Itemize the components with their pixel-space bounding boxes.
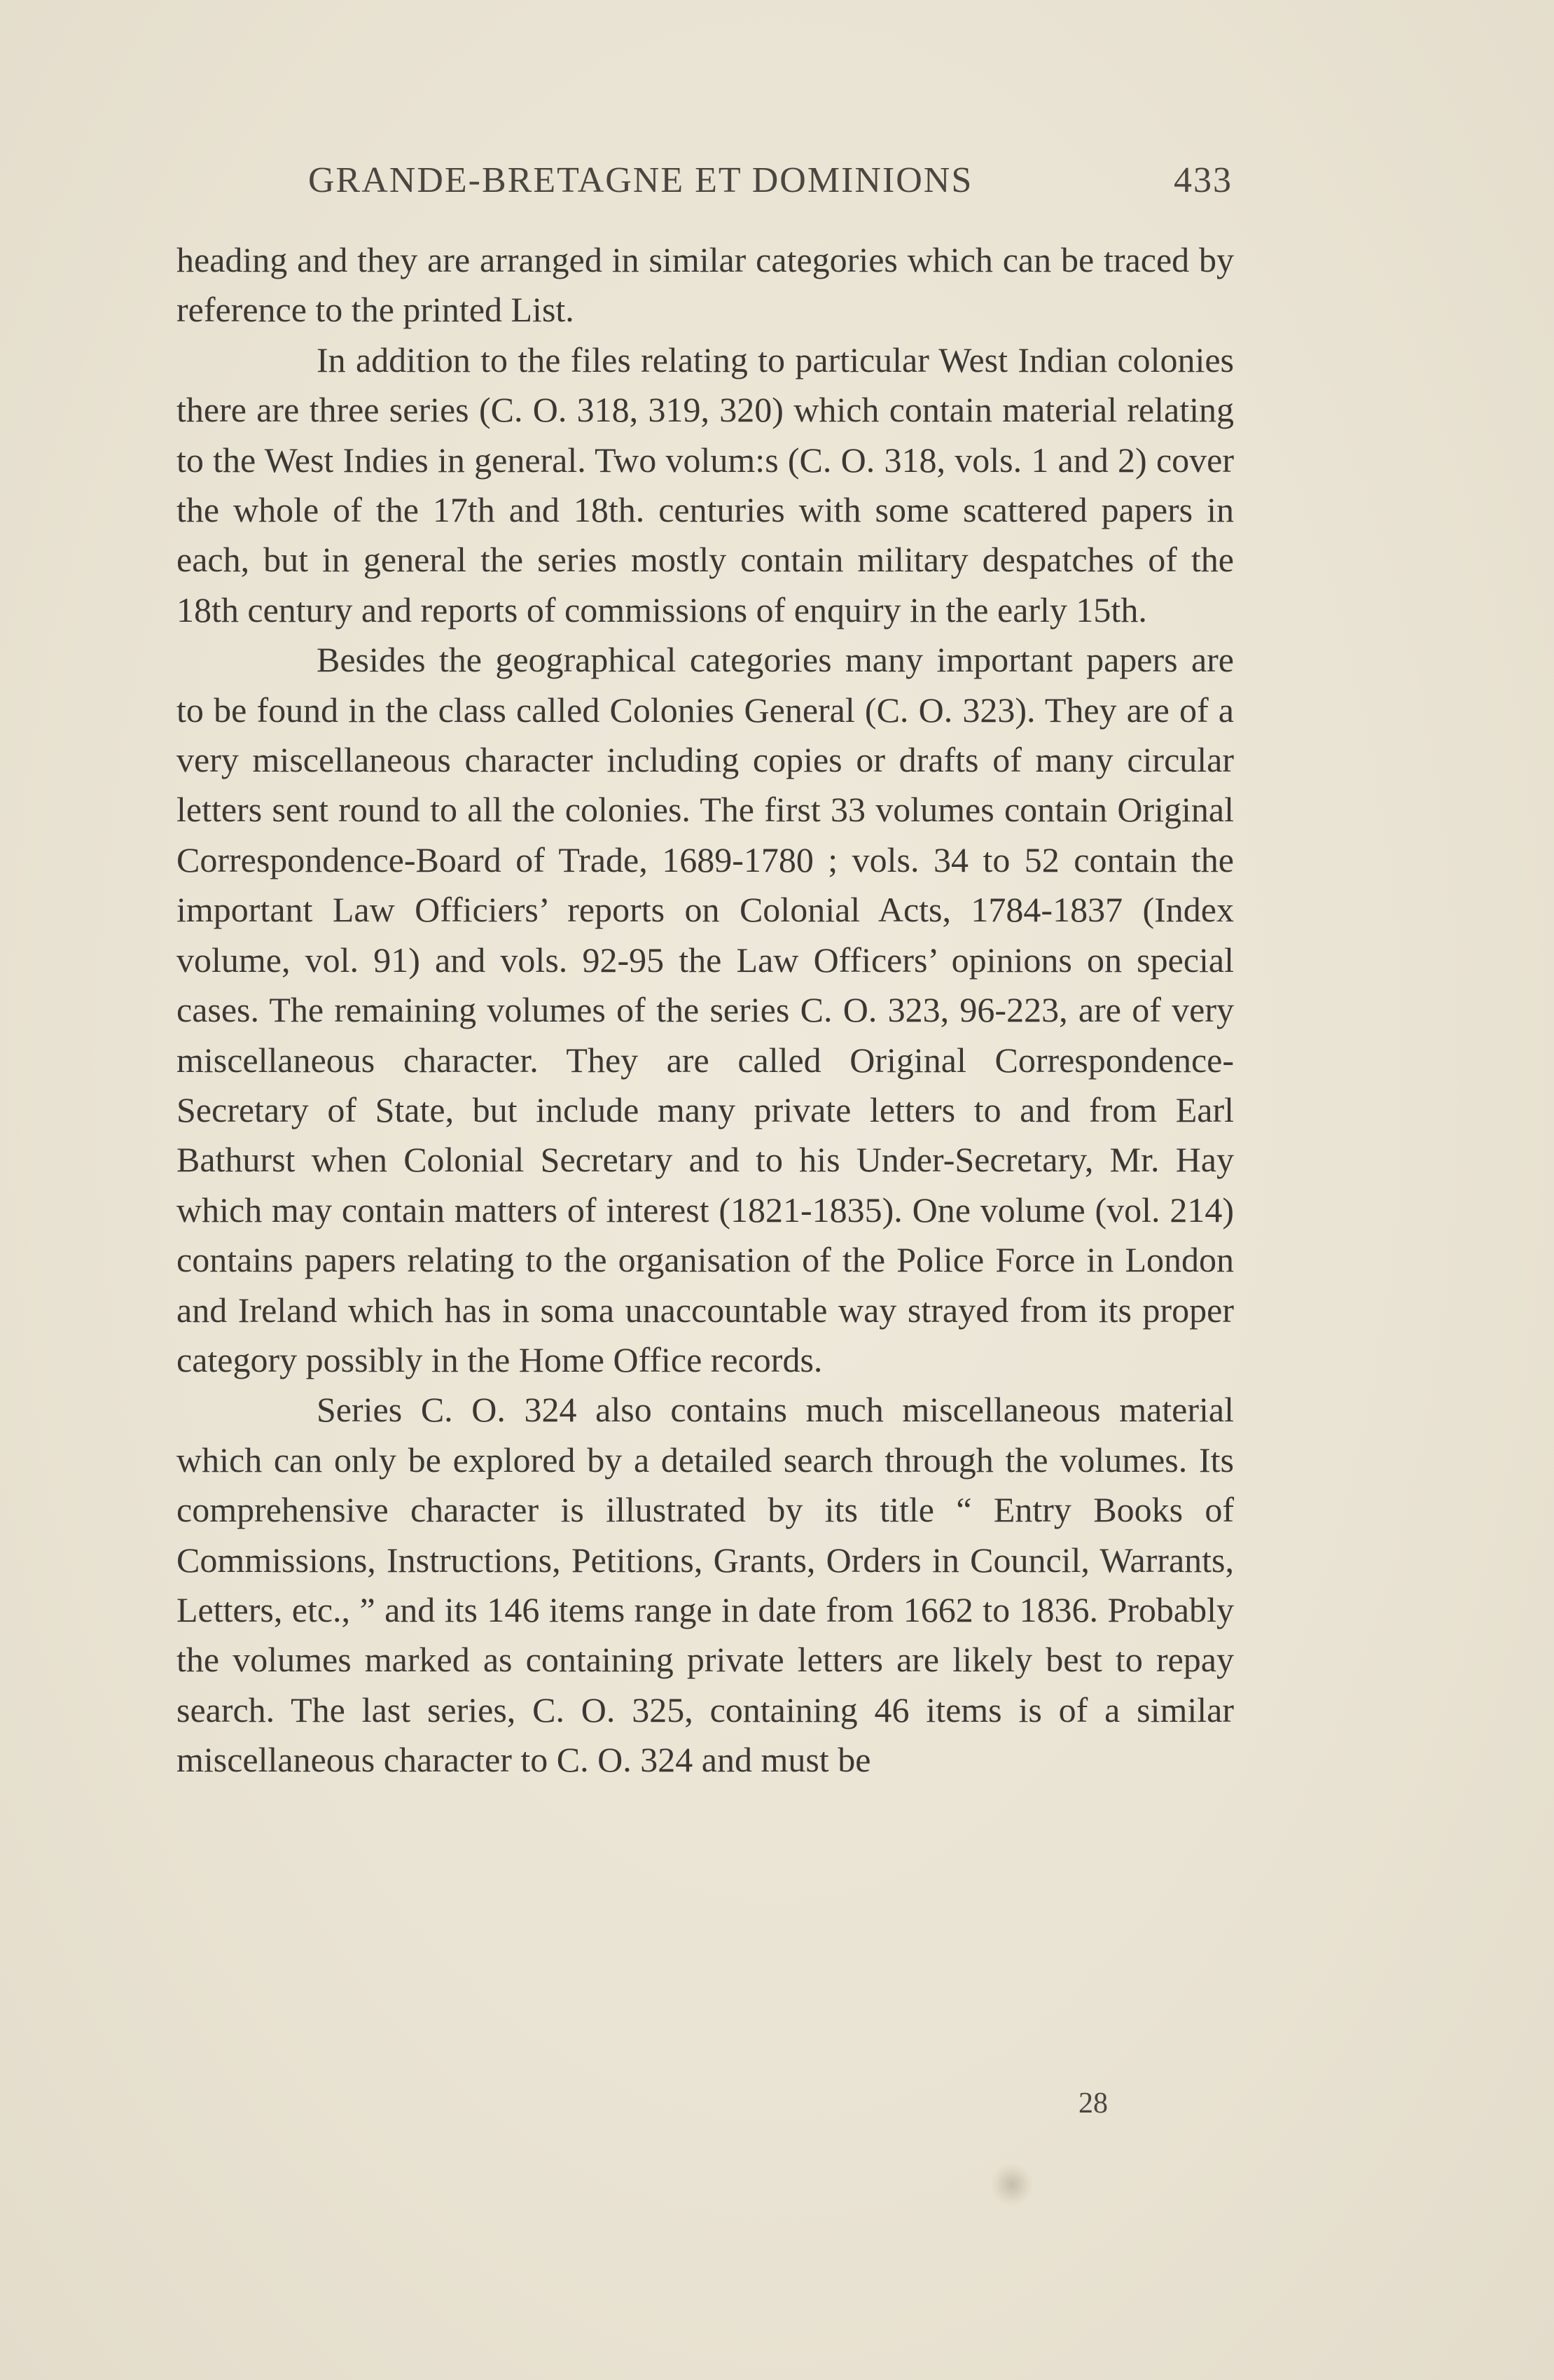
paragraph-west-indies: In addition to the files relating to particular West Indian colonies there are three series (C. O. 318, 319, 320) which contain material relating to the West Indies in general. Two volum:s (C. O. 318, vols. 1 and 2) cover the whole of the 17th and 18th. centuries with some scattered papers in each, but in general the series mostly contain military despatches of the 18th century and reports of commissions of enquiry in the early 15th. bbox=[176, 340, 1234, 629]
paragraph-colonies-general: Besides the geographical categories many important papers are to be found in the class called Colonies General (C. O. 323). They are of a very miscellaneous character including copies or drafts of many circular letters sent round to all the colonies. The first 33 volumes contain Original Correspondence-Board of Trade, 1689-1780 ; vols. 34 to 52 contain the important Law Officiers’ reports on Colonial Acts, 1784-1837 (Index volume, vol. 91) and vols. 92-95 the Law Officers’ opinions on special cases. The remaining volumes of the series C. O. 323, 96-223, are of very miscellaneous character. They are called Original Correspondence-Secretary of State, but include many private letters to and from Earl Bathurst when Colonial Secretary and to his Under-Secretary, Mr. Hay which may contain matters of interest (1821-1835). One volume (vol. 214) contains papers relating to the organisation of the Police Force in London and Ireland which has in soma unaccountable way strayed from its proper category possibly in the Home Office records. bbox=[176, 640, 1234, 1379]
running-head-title: GRANDE-BRETAGNE ET DOMINIONS bbox=[308, 160, 973, 200]
running-head bbox=[308, 160, 1233, 216]
paragraph-series-324: Series C. O. 324 also contains much miscellaneous material which can only be explored by a detailed search through the volumes. Its comprehensive character is illustrated by its title “ Entry Books of Commissions, Instructions, Petitions, Grants, Orders in Council, Warrants, Letters, etc., ” and its 146 items range in date from 1662 to 1836. Probably the volumes marked as containing private letters are likely best to repay search. The last series, C. O. 325, containing 46 items is of a similar miscellaneous character to C. O. 324 and must be bbox=[176, 1390, 1234, 1780]
paragraph-continuation: heading and they are arranged in similar categories which can be traced by reference to the printed List. bbox=[176, 240, 1234, 330]
body-text bbox=[176, 235, 1234, 1786]
printer-signature-mark: 28 bbox=[1078, 2087, 1108, 2120]
ink-smudge bbox=[991, 2164, 1033, 2206]
page-number: 433 bbox=[1174, 160, 1233, 200]
